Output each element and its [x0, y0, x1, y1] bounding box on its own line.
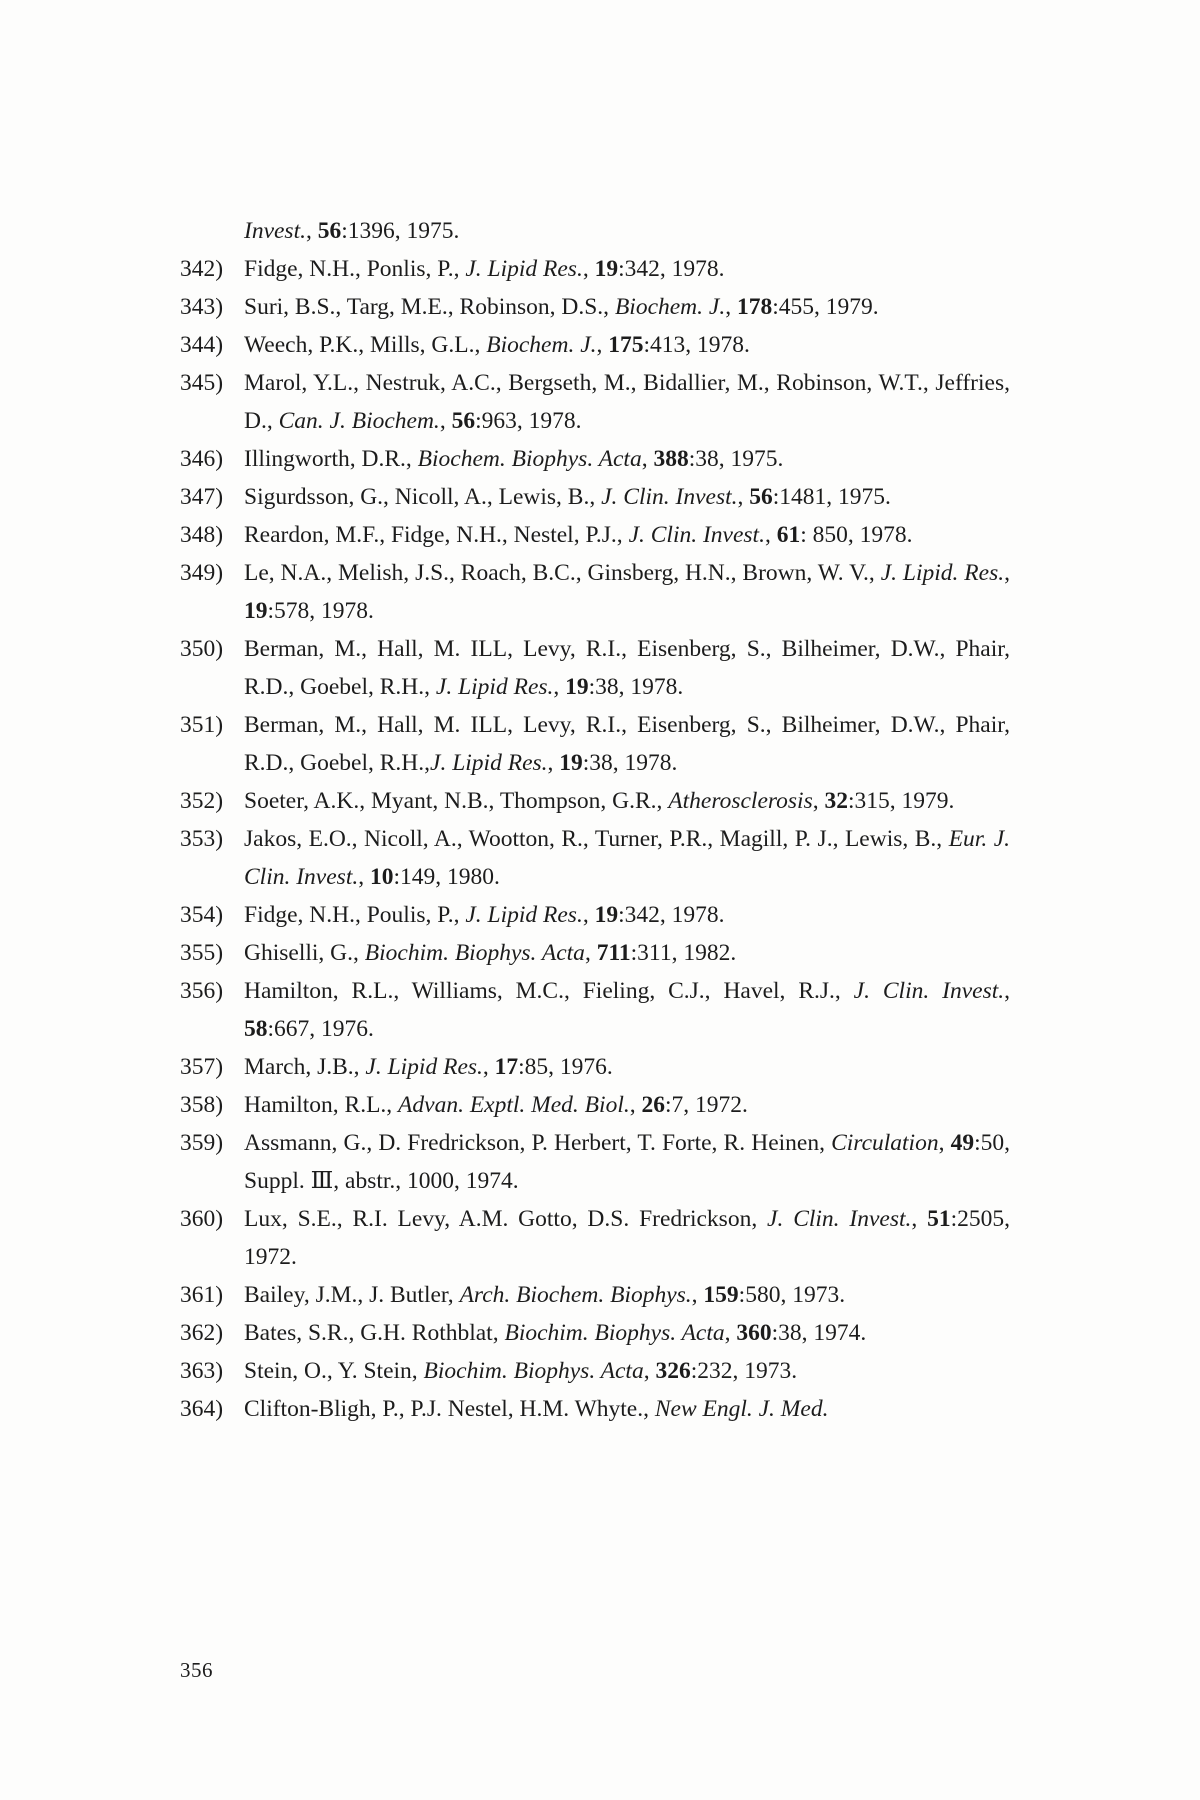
- reference-item: [180, 820, 1010, 896]
- reference-item: [180, 782, 1010, 820]
- reference-authors: Reardon, M.F., Fidge, N.H., Nestel, P.J.,: [244, 522, 629, 548]
- reference-volume: 49: [950, 1130, 975, 1156]
- reference-journal: Atherosclerosis: [668, 788, 813, 814]
- reference-separator: ,: [737, 484, 750, 510]
- reference-item: [180, 1352, 1010, 1390]
- reference-separator: ,: [641, 446, 654, 472]
- reference-item: [180, 364, 1010, 440]
- reference-item: [180, 516, 1010, 554]
- page-number: 356: [180, 1658, 213, 1682]
- reference-volume: 56: [749, 484, 773, 510]
- reference-volume: 56: [451, 408, 476, 434]
- reference-details: :38, 1975.: [688, 446, 784, 472]
- reference-item: [180, 1086, 1010, 1124]
- reference-authors: Marol, Y.L., Nestruk, A.C., Bergseth, M., Bidallier, M., Robinson, W.T., Jeffries, D.,: [244, 370, 1010, 434]
- reference-journal: Arch. Biochem. Biophys.: [459, 1282, 692, 1308]
- reference-number: 356): [180, 978, 224, 1004]
- reference-details: :667, 1976.: [267, 1016, 374, 1042]
- reference-number: 344): [180, 332, 224, 358]
- reference-authors: Bates, S.R., G.H. Rothblat,: [244, 1320, 505, 1346]
- reference-separator: ,: [553, 674, 566, 700]
- reference-volume: 19: [565, 674, 589, 700]
- reference-volume: 175: [608, 332, 644, 358]
- reference-item: [180, 1390, 1010, 1428]
- reference-item: [180, 478, 1010, 516]
- reference-details: :7, 1972.: [664, 1092, 748, 1118]
- reference-journal: Biochem. J.: [614, 294, 726, 320]
- reference-authors: Ghiselli, G.,: [244, 940, 365, 966]
- reference-separator: ,: [582, 902, 595, 928]
- reference-item: [180, 934, 1010, 972]
- reference-authors: Jakos, E.O., Nicoll, A., Wootton, R., Turner, P.R., Magill, P. J., Lewis, B.,: [244, 826, 949, 852]
- reference-item: [180, 972, 1010, 1048]
- reference-item: [180, 1048, 1010, 1086]
- reference-authors: Suri, B.S., Targ, M.E., Robinson, D.S.,: [244, 294, 615, 320]
- reference-number: 349): [180, 560, 224, 586]
- reference-separator: ,: [724, 1320, 737, 1346]
- reference-number: 353): [180, 826, 224, 852]
- reference-details: :580, 1973.: [738, 1282, 846, 1308]
- reference-details: :2505, 1972.: [244, 1206, 1011, 1270]
- reference-item: [180, 250, 1010, 288]
- reference-number: 342): [180, 256, 224, 282]
- reference-number: 362): [180, 1320, 224, 1346]
- reference-journal: Biochim. Biophys. Acta: [423, 1358, 644, 1384]
- reference-number: 358): [180, 1092, 224, 1118]
- reference-number: 352): [180, 788, 224, 814]
- reference-details: :963, 1978.: [475, 408, 582, 434]
- reference-item: [180, 896, 1010, 934]
- reference-journal: J. Clin. Invest.: [853, 978, 1005, 1004]
- reference-item: [180, 1276, 1010, 1314]
- reference-authors: Le, N.A., Melish, J.S., Roach, B.C., Ginsberg, H.N., Brown, W. V.,: [244, 560, 881, 586]
- reference-journal: J. Lipid Res.: [430, 750, 548, 776]
- reference-volume: 178: [736, 294, 773, 320]
- reference-separator: ,: [643, 1358, 656, 1384]
- reference-authors: Illingworth, D.R.,: [244, 446, 418, 472]
- reference-authors: Bailey, J.M., J. Butler,: [244, 1282, 460, 1308]
- reference-authors: March, J.B.,: [244, 1054, 366, 1080]
- reference-details: :578, 1978.: [267, 598, 374, 624]
- reference-journal: Biochim. Biophys. Acta: [364, 940, 585, 966]
- reference-volume: 711: [596, 940, 631, 966]
- reference-separator: ,: [547, 750, 560, 776]
- reference-item: [180, 630, 1010, 706]
- reference-authors: Clifton-Bligh, P., P.J. Nestel, H.M. Whyte.,: [244, 1396, 655, 1422]
- reference-details: :1481, 1975.: [772, 484, 891, 510]
- reference-item: [180, 1200, 1010, 1276]
- reference-item: [180, 326, 1010, 364]
- reference-volume: 19: [244, 598, 268, 624]
- reference-details: :38, 1978.: [582, 750, 678, 776]
- reference-journal: Circulation: [831, 1130, 939, 1156]
- reference-journal: J. Clin. Invest.: [767, 1206, 912, 1232]
- reference-number: 361): [180, 1282, 224, 1308]
- reference-journal: Invest.: [244, 218, 306, 244]
- reference-separator: ,: [358, 864, 370, 890]
- reference-separator: ,: [629, 1092, 642, 1118]
- reference-volume: 26: [641, 1092, 665, 1118]
- reference-details: :38, 1974.: [771, 1320, 867, 1346]
- reference-volume: 19: [559, 750, 583, 776]
- reference-separator: ,: [1004, 978, 1010, 1004]
- reference-number: 348): [180, 522, 224, 548]
- reference-details: :50, Suppl. Ⅲ, abstr., 1000, 1974.: [244, 1130, 1010, 1194]
- reference-item: [180, 706, 1010, 782]
- reference-number: 363): [180, 1358, 224, 1384]
- reference-volume: 61: [776, 522, 801, 548]
- reference-journal: Eur. J. Clin. Invest.: [244, 826, 1011, 890]
- reference-details: :38, 1978.: [588, 674, 684, 700]
- reference-journal: J. Clin. Invest.: [601, 484, 738, 510]
- reference-journal: Biochim. Biophys. Acta: [504, 1320, 725, 1346]
- reference-item: [180, 440, 1010, 478]
- reference-volume: 19: [594, 902, 619, 928]
- reference-item: [180, 554, 1010, 630]
- reference-volume: 56: [317, 218, 342, 244]
- reference-journal: J. Lipid Res.: [365, 1054, 483, 1080]
- reference-separator: ,: [911, 1206, 928, 1232]
- reference-details: : 850, 1978.: [800, 522, 913, 548]
- reference-continuation: Invest., 56:1396, 1975.: [244, 218, 460, 244]
- reference-authors: Soeter, A.K., Myant, N.B., Thompson, G.R.,: [244, 788, 669, 814]
- reference-number: 360): [180, 1206, 224, 1232]
- reference-separator: ,: [725, 294, 737, 320]
- reference-volume: 159: [703, 1282, 739, 1308]
- reference-details: :232, 1973.: [690, 1358, 798, 1384]
- reference-details: :342, 1978.: [618, 256, 725, 282]
- reference-journal: Biochem. J.: [486, 332, 597, 358]
- reference-volume: 388: [653, 446, 689, 472]
- reference-journal: Biochem. Biophys. Acta: [417, 446, 642, 472]
- reference-volume: 32: [824, 788, 848, 814]
- reference-authors: Assmann, G., D. Fredrickson, P. Herbert, T. Forte, R. Heinen,: [244, 1130, 832, 1156]
- reference-journal: New Engl. J. Med.: [654, 1396, 829, 1422]
- reference-authors: Weech, P.K., Mills, G.L.,: [244, 332, 487, 358]
- reference-item: [180, 1124, 1010, 1200]
- reference-authors: Berman, M., Hall, M. ILL, Levy, R.I., Eisenberg, S., Bilheimer, D.W., Phair, R.D., Goebel, R.H.,: [244, 636, 1010, 700]
- reference-details: :85, 1976.: [518, 1054, 613, 1080]
- reference-number: 347): [180, 484, 224, 510]
- reference-details: :149, 1980.: [393, 864, 500, 890]
- reference-separator: ,: [439, 408, 452, 434]
- reference-separator: ,: [812, 788, 825, 814]
- reference-authors: Fidge, N.H., Ponlis, P.,: [244, 256, 466, 282]
- reference-authors: Stein, O., Y. Stein,: [244, 1358, 424, 1384]
- reference-separator: ,: [938, 1130, 951, 1156]
- reference-volume: 19: [594, 256, 619, 282]
- reference-journal: J. Lipid Res.: [465, 256, 583, 282]
- reference-number: 354): [180, 902, 224, 928]
- reference-authors: Sigurdsson, G., Nicoll, A., Lewis, B.,: [244, 484, 602, 510]
- reference-journal: J. Lipid Res.: [435, 674, 554, 700]
- reference-separator: ,: [582, 256, 595, 282]
- reference-separator: ,: [596, 332, 609, 358]
- reference-journal: Can. J. Biochem.: [278, 408, 440, 434]
- reference-volume: 17: [494, 1054, 519, 1080]
- reference-number: 355): [180, 940, 224, 966]
- reference-separator: ,: [584, 940, 597, 966]
- reference-details: :315, 1979.: [847, 788, 955, 814]
- reference-separator: ,: [482, 1054, 495, 1080]
- reference-details: :455, 1979.: [772, 294, 879, 320]
- reference-number: 359): [180, 1130, 224, 1156]
- reference-number: 343): [180, 294, 224, 320]
- reference-details: :1396, 1975.: [341, 218, 460, 244]
- reference-number: 346): [180, 446, 224, 472]
- reference-authors: Berman, M., Hall, M. ILL, Levy, R.I., Eisenberg, S., Bilheimer, D.W., Phair, R.D., Goebel, R.H.,: [244, 712, 1010, 776]
- reference-volume: 10: [369, 864, 394, 890]
- reference-volume: 360: [736, 1320, 772, 1346]
- reference-item: [180, 288, 1010, 326]
- reference-details: :413, 1978.: [643, 332, 750, 358]
- reference-list: [180, 212, 1010, 1428]
- reference-separator: ,: [1004, 560, 1010, 586]
- reference-number: 364): [180, 1396, 224, 1422]
- reference-separator: ,: [691, 1282, 704, 1308]
- reference-number: 350): [180, 636, 224, 662]
- reference-details: :311, 1982.: [630, 940, 737, 966]
- reference-number: 345): [180, 370, 224, 396]
- reference-authors: Hamilton, R.L.,: [244, 1092, 399, 1118]
- reference-details: :342, 1978.: [618, 902, 725, 928]
- reference-volume: 51: [927, 1206, 951, 1232]
- reference-separator: ,: [764, 522, 777, 548]
- reference-number: 351): [180, 712, 224, 738]
- reference-journal: J. Lipid. Res.: [880, 560, 1005, 586]
- reference-authors: Fidge, N.H., Poulis, P.,: [244, 902, 466, 928]
- reference-volume: 58: [244, 1016, 268, 1042]
- reference-item: [180, 1314, 1010, 1352]
- reference-authors: Hamilton, R.L., Williams, M.C., Fieling, C.J., Havel, R.J.,: [244, 978, 854, 1004]
- reference-journal: Advan. Exptl. Med. Biol.: [398, 1092, 630, 1118]
- reference-volume: 326: [655, 1358, 691, 1384]
- reference-authors: Lux, S.E., R.I. Levy, A.M. Gotto, D.S. Fredrickson,: [244, 1206, 768, 1232]
- reference-journal: J. Lipid Res.: [465, 902, 583, 928]
- reference-journal: J. Clin. Invest.: [628, 522, 765, 548]
- reference-number: 357): [180, 1054, 224, 1080]
